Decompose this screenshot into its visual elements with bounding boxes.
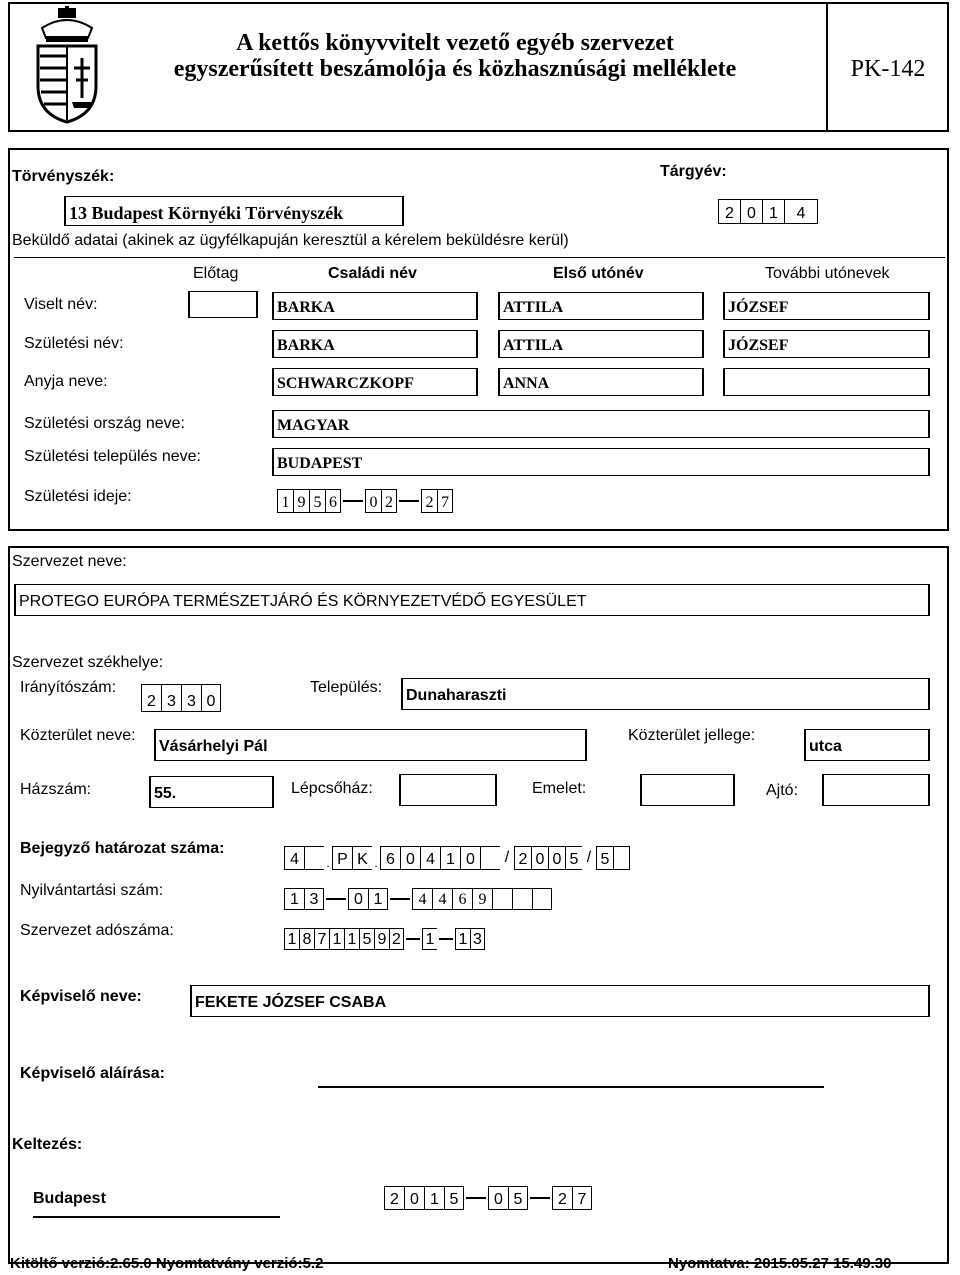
registry-separator [390,898,410,900]
zip-digit: 3 [161,684,181,712]
form-code: PK-142 [850,56,926,82]
birth-country-field[interactable]: MAGYAR [272,410,930,438]
dating-place-line [33,1216,280,1218]
tax-digit: 7 [314,928,329,950]
year-digit: 4 [784,199,818,224]
staircase-field[interactable] [399,774,497,806]
date-separator [343,500,363,502]
mother-name-family-field[interactable]: SCHWARCZKOPF [272,368,478,396]
zip-digit: 0 [201,684,221,712]
worn-name-other-field[interactable]: JÓZSEF [723,292,930,320]
court-field[interactable]: 13 Budapest Környéki Törvényszék [64,196,404,226]
street-type-label: Közterület jellege: [628,727,756,744]
registry-digit: 4 [412,888,432,910]
resolution-number-label: Bejegyző határozat száma: [20,840,225,857]
resolution-char [613,846,630,870]
tax-digit: 3 [470,928,485,950]
birth-year-digit: 5 [309,489,325,513]
city-field[interactable]: Dunaharaszti [401,678,930,710]
col-first-header: Első utónév [553,265,644,282]
birth-name-family-field[interactable]: BARKA [272,330,478,358]
resolution-char: 4 [284,846,304,870]
year-digit: 0 [740,199,762,224]
birth-year-digit: 9 [293,489,309,513]
footer-version: Kitöltő verzió:2.65.0 Nyomtatvány verzió:5.2 [10,1255,324,1272]
col-other-header: További utónevek [765,265,890,282]
date-separator [530,1197,550,1199]
birth-city-field[interactable]: BUDAPEST [272,448,930,476]
col-family-header: Családi név [328,265,417,282]
birth-year-digit: 6 [325,489,341,513]
tax-digit: 1 [329,928,344,950]
tax-number-label: Szervezet adószáma: [20,922,174,939]
resolution-char: 5 [596,846,613,870]
representative-name-label: Képviselő neve: [20,988,142,1005]
tax-digit: 1 [422,928,437,950]
tax-digit: 2 [389,928,404,950]
resolution-char: P [332,846,352,870]
tax-digit: 9 [374,928,389,950]
tax-digit: 1 [455,928,470,950]
zip-cells[interactable] [141,684,221,712]
birth-country-label: Születési ország neve: [24,415,185,432]
birth-name-label: Születési név: [24,335,124,352]
street-type-field[interactable]: utca [804,729,930,761]
dating-year-digit: 2 [384,1186,404,1210]
dating-place[interactable]: Budapest [33,1190,106,1207]
door-field[interactable] [822,774,930,806]
registry-number-cells[interactable] [284,888,552,910]
signature-line[interactable] [318,1086,824,1088]
birth-name-first-field[interactable]: ATTILA [498,330,704,358]
year-digit: 2 [718,199,740,224]
registry-digit: 4 [432,888,452,910]
dating-day-digit: 7 [572,1186,592,1210]
floor-field[interactable] [640,774,735,806]
house-number-label: Házszám: [20,781,92,798]
year-label: Tárgyév: [660,163,727,180]
representative-name-field[interactable]: FEKETE JÓZSEF CSABA [190,985,930,1017]
tax-digit: 8 [299,928,314,950]
birth-day-digit: 7 [437,489,453,513]
tax-digit: 1 [284,928,299,950]
dating-date-cells[interactable] [384,1186,592,1210]
registry-number-label: Nyilvántartási szám: [20,882,164,899]
tax-digit: 1 [344,928,359,950]
tax-digit: 5 [359,928,374,950]
registry-digit [492,888,512,910]
dating-year-digit: 0 [404,1186,424,1210]
registry-digit: 6 [452,888,472,910]
dating-year-digit: 1 [424,1186,444,1210]
org-name-label: Szervezet neve: [12,553,127,570]
house-number-field[interactable]: 55. [149,776,274,808]
registry-digit: 1 [368,888,388,910]
resolution-char: 0 [460,846,480,870]
birth-name-other-field[interactable]: JÓZSEF [723,330,930,358]
registry-digit: 3 [304,888,324,910]
birth-year-digit: 1 [277,489,293,513]
resolution-dot: . [374,856,378,870]
mother-name-first-field[interactable]: ANNA [498,368,704,396]
form-title-line2: egyszerűsített beszámolója és közhasznúsági melléklete [173,56,737,82]
city-label: Település: [310,679,383,696]
resolution-char: 5 [565,846,582,870]
sender-section-title: Beküldő adatai (akinek az ügyfélkapuján keresztül a kérelem beküldésre kerül) [12,232,569,249]
footer-printed: Nyomtatva: 2015.05.27 15.49.30 [668,1255,892,1272]
org-seat-label: Szervezet székhelye: [12,654,164,671]
tax-separator [439,938,453,940]
resolution-number-cells[interactable] [284,846,630,870]
coat-of-arms-logo [28,6,106,126]
birth-date-cells[interactable] [277,489,453,513]
birth-month-digit: 0 [365,489,381,513]
worn-name-family-field[interactable]: BARKA [272,292,478,320]
date-separator [466,1197,486,1199]
tax-separator [406,938,420,940]
sender-inner-frame [14,257,945,258]
form-title-line1: A kettős könyvvitelt vezető egyéb szervezet [236,30,674,56]
birth-city-label: Születési település neve: [24,448,201,465]
birth-date-label: Születési ideje: [24,488,132,505]
year-digit: 1 [762,199,784,224]
mother-name-label: Anyja neve: [24,373,108,390]
dating-day-digit: 2 [552,1186,572,1210]
resolution-char: 6 [380,846,400,870]
resolution-char [480,846,500,870]
resolution-char: 2 [514,846,531,870]
worn-name-first-field[interactable]: ATTILA [498,292,704,320]
zip-digit: 3 [181,684,201,712]
resolution-char: K [352,846,372,870]
date-separator [399,500,419,502]
registry-digit: 9 [472,888,492,910]
registry-digit [512,888,532,910]
zip-label: Irányítószám: [20,679,117,696]
dating-month-digit: 5 [508,1186,528,1210]
registry-digit: 0 [348,888,368,910]
col-prefix-header: Előtag [193,265,239,282]
birth-month-digit: 2 [381,489,397,513]
door-label: Ajtó: [766,782,799,799]
year-digits[interactable] [718,199,818,224]
worn-name-label: Viselt név: [24,296,98,313]
birth-day-digit: 2 [421,489,437,513]
resolution-char: 0 [531,846,548,870]
dating-label: Keltezés: [12,1136,83,1153]
registry-digit: 1 [284,888,304,910]
street-field[interactable]: Vásárhelyi Pál [154,729,587,761]
mother-name-other-field[interactable] [723,368,930,396]
resolution-char [304,846,324,870]
worn-name-prefix-field[interactable] [188,291,258,318]
resolution-char: 4 [420,846,440,870]
street-label: Közterület neve: [20,727,136,744]
org-name-field[interactable]: PROTEGO EURÓPA TERMÉSZETJÁRÓ ÉS KÖRNYEZETVÉDŐ EGYESÜLET [14,584,930,616]
resolution-dot: . [326,856,330,870]
staircase-label: Lépcsőház: [291,780,373,797]
floor-label: Emelet: [532,780,587,797]
dating-month-digit: 0 [488,1186,508,1210]
zip-digit: 2 [141,684,161,712]
registry-separator [326,898,346,900]
resolution-slash: / [586,849,592,866]
dating-year-digit: 5 [444,1186,464,1210]
representative-signature-label: Képviselő aláírása: [20,1065,165,1082]
tax-number-cells[interactable] [284,928,485,950]
registry-digit [532,888,552,910]
resolution-char: 0 [400,846,420,870]
resolution-slash: / [504,849,510,866]
court-label: Törvényszék: [12,168,115,185]
resolution-char: 1 [440,846,460,870]
resolution-char: 0 [548,846,565,870]
